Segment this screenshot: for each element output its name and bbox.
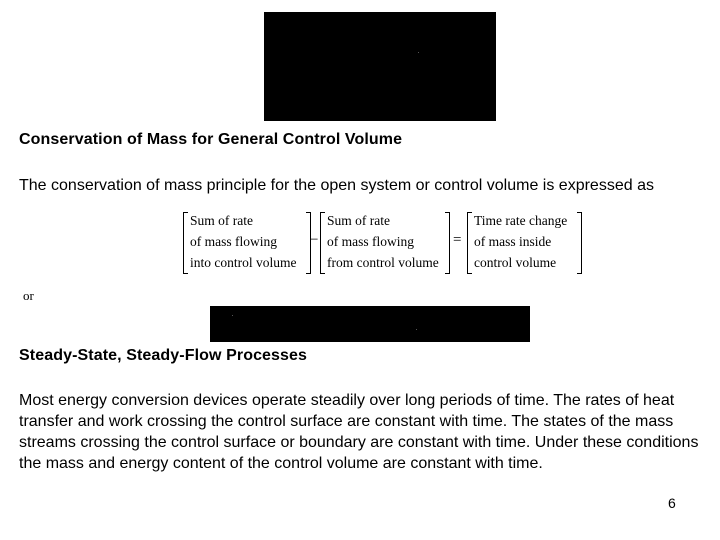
equation-line: Sum of rate [190,213,253,228]
equation-line: into control volume [190,255,297,270]
section-heading-conservation-of-mass: Conservation of Mass for General Control Volume [19,131,403,148]
left-bracket [467,212,472,274]
image-speck [416,329,417,330]
equation-line: of mass flowing [327,234,414,249]
outflow-term [320,211,450,275]
minus-operator: − [310,232,319,248]
equation-line: Sum of rate [327,213,390,228]
or-label: or [23,288,34,303]
equals-operator: = [453,232,462,248]
equation-line: of mass inside [474,234,552,249]
image-speck [232,315,233,316]
mass-balance-equation [180,211,585,275]
right-bracket [577,212,582,274]
page-number: 6 [668,495,676,511]
right-bracket [445,212,450,274]
left-bracket [320,212,325,274]
inflow-term [183,211,311,275]
equation-line: control volume [474,255,557,270]
equation-line: of mass flowing [190,234,277,249]
section-heading-steady-flow: Steady-State, Steady-Flow Processes [19,347,308,364]
equation-line: from control volume [327,255,439,270]
equation-image-top [264,12,496,121]
steady-flow-paragraph: Most energy conversion devices operate steadily over long periods of time. The rates of heat transfer and work crossing the control surface are constant with time. The states of the mass streams crossing the control surface or boundary are constant with time. Under these conditions the mass and energy content of the control volume are constant with time. [19,392,699,472]
equation-line: Time rate change [474,213,568,228]
image-speck [418,52,419,53]
rate-of-change-term [467,211,582,275]
left-bracket [183,212,188,274]
equation-image-rate-form [210,306,530,342]
intro-paragraph: The conservation of mass principle for the open system or control volume is expressed as [19,177,654,194]
